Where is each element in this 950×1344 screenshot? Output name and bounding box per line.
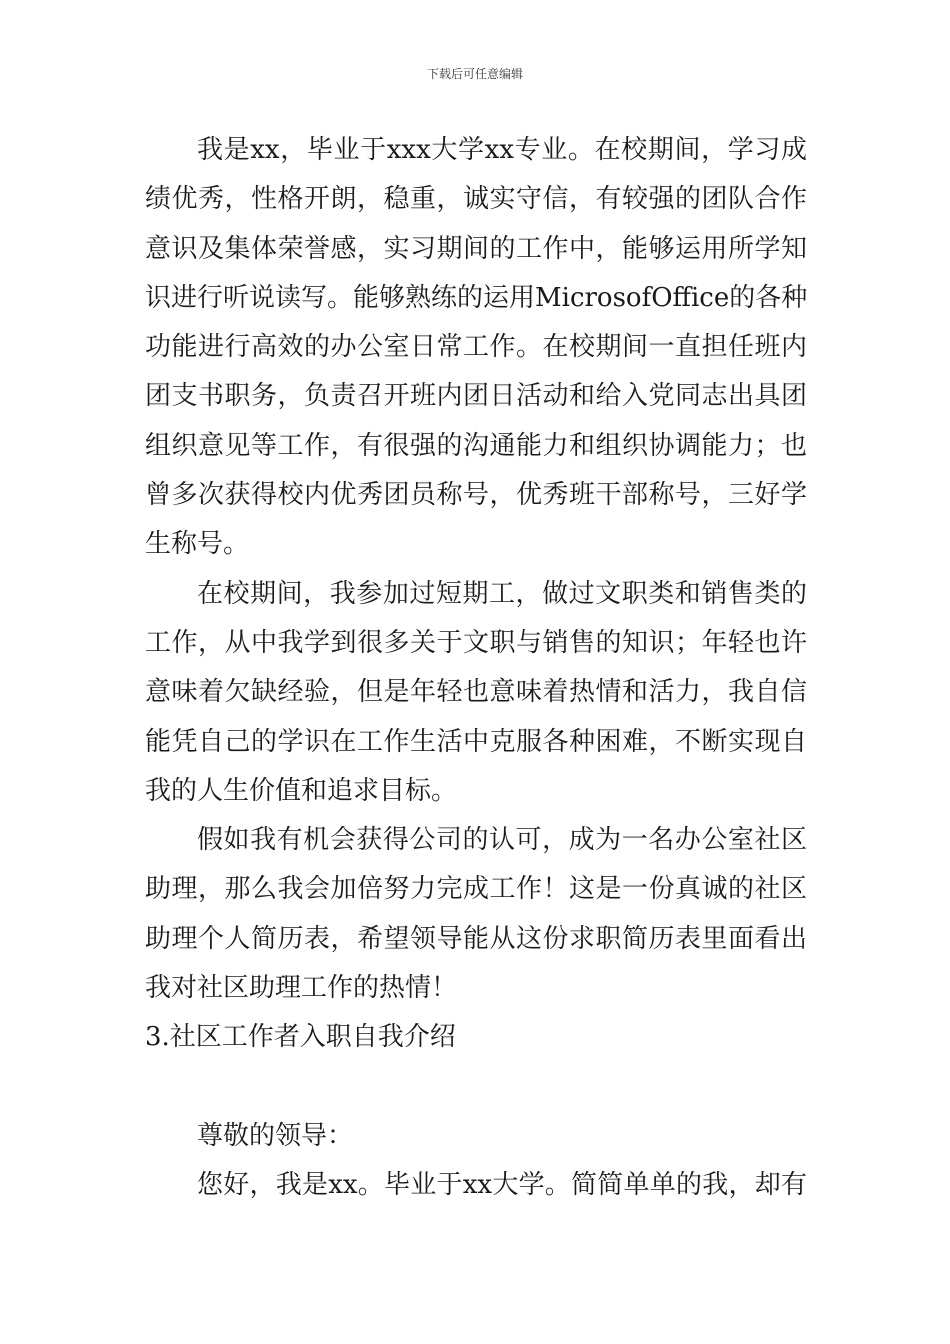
section-heading: 3.社区工作者入职自我介绍 bbox=[145, 1022, 456, 1053]
text-line: 我的人生价值和追求目标。 bbox=[145, 775, 458, 806]
paragraph-closing bbox=[145, 816, 807, 1013]
paragraph-experience bbox=[145, 570, 807, 816]
text-line: 我是xx，毕业于xxx大学xx专业。在校期间，学习成 bbox=[197, 135, 807, 165]
text-line: 意味着欠缺经验，但是年轻也意味着热情和活力，我自信 bbox=[145, 677, 807, 708]
page-header: 下载后可任意编辑 bbox=[426, 67, 523, 81]
text-line: 绩优秀，性格开朗，稳重，诚实守信，有较强的团队合作 bbox=[145, 184, 807, 215]
text-line: 假如我有机会获得公司的认可，成为一名办公室社区 bbox=[197, 825, 807, 856]
text-line: 能凭自己的学识在工作生活中克服各种困难，不断实现自 bbox=[145, 726, 807, 757]
text-line: 功能进行高效的办公室日常工作。在校期间一直担任班内 bbox=[145, 332, 807, 363]
text-line: 团支书职务，负责召开班内团日活动和给入党同志出具团 bbox=[145, 381, 807, 412]
text-line: 助理，那么我会加倍努力完成工作！这是一份真诚的社区 bbox=[145, 874, 807, 905]
text-line: 组织意见等工作，有很强的沟通能力和组织协调能力；也 bbox=[145, 430, 807, 461]
text-line: 在校期间，我参加过短期工，做过文职类和销售类的 bbox=[197, 578, 807, 609]
text-line: 生称号。 bbox=[145, 529, 250, 560]
text-line: 工作，从中我学到很多关于文职与销售的知识；年轻也许 bbox=[145, 627, 807, 658]
document-body bbox=[145, 126, 807, 1211]
text-line: 我对社区助理工作的热情！ bbox=[145, 973, 458, 1004]
paragraph-self-intro bbox=[145, 126, 807, 570]
salutation: 尊敬的领导： bbox=[197, 1120, 354, 1151]
text-line: 意识及集体荣誉感，实习期间的工作中，能够运用所学知 bbox=[145, 233, 807, 264]
text-line: 识进行听说读写。能够熟练的运用MicrosofOffice的各种 bbox=[145, 282, 808, 313]
blank-line bbox=[145, 1063, 807, 1112]
text-line: 助理个人简历表，希望领导能从这份求职简历表里面看出 bbox=[145, 923, 807, 954]
text-line: 您好，我是xx。毕业于xx大学。简简单单的我，却有 bbox=[197, 1170, 807, 1201]
paragraph-greeting bbox=[145, 1161, 807, 1210]
text-line: 曾多次获得校内优秀团员称号，优秀班干部称号，三好学 bbox=[145, 480, 807, 511]
